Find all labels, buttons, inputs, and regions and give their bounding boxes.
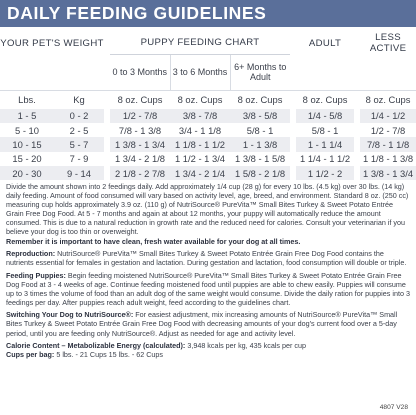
page-title: DAILY FEEDING GUIDELINES	[7, 3, 267, 23]
instructions-body	[6, 182, 410, 363]
unit-cups: 8 oz. Cups	[230, 90, 290, 109]
water-reminder: Remember it is important to have clean, fresh water available for your dog at all times.	[6, 236, 301, 246]
cell-kg: 2 - 5	[69, 124, 89, 136]
cups-line	[6, 350, 410, 359]
table-row	[0, 123, 416, 137]
cell-cups: 1/4 - 5/8	[296, 109, 354, 123]
cell-cups: 1 3/8 - 1 5/8	[235, 153, 286, 165]
cups-label: Cups per bag:	[6, 350, 55, 360]
cell-cups: 1/2 - 7/8	[370, 124, 406, 136]
cell-cups: 1 - 1 1/4	[296, 137, 354, 151]
intro-text: Divide the amount shown into 2 feedings daily. Add approximately 1/4 cup (28 g) for every 10 lbs. (4.5 kg) over 30 lbs. (14 kg) daily feeding. Amount of food consumed will vary based on activity level, age, breed, and environment. Standard 8 oz. (250 cc) measuring cup holds approximately 3.9 oz. (110 g) of NutriSource® PureVita™ Small Bites Turkey & Sweet Potato Entrée Grain Free Dog Food. At 5 - 7 months and again at about 12 months, your puppy will automatically reduce the amount consumed. This is due to a natural reduction in growth rate and the reduced need for calories. Consult your veterinarian if you believe your dog is too thin or overweight.	[6, 182, 409, 237]
cell-lbs: 1 - 5	[0, 109, 54, 123]
cell-cups: 1/2 - 7/8	[110, 109, 170, 123]
calorie-value: 3,948 kcals per kg, 435 kcals per cup	[187, 341, 306, 351]
table-row	[0, 166, 416, 180]
reproduction-text: NutriSource® PureVita™ Small Bites Turkey & Sweet Potato Entrée Grain Free Dog Food contains the nutrients essential for females in gestation and lactation. During gestation and lactation, food consumption will double or triple.	[6, 249, 407, 268]
table-row	[0, 152, 416, 166]
feeding-table	[0, 32, 416, 180]
weight-header: YOUR PET'S WEIGHT	[0, 37, 104, 49]
cell-cups: 1 3/4 - 2 1/4	[170, 166, 230, 180]
cell-cups: 7/8 - 1 3/8	[118, 124, 162, 136]
unit-cups: 8 oz. Cups	[110, 90, 170, 109]
unit-cups: 8 oz. Cups	[170, 90, 230, 109]
cell-cups: 1 - 1 3/8	[230, 137, 290, 151]
unit-cups: 8 oz. Cups	[296, 90, 354, 109]
reproduction-paragraph	[6, 249, 410, 267]
puppies-label: Feeding Puppies:	[6, 270, 66, 280]
cell-cups: 1 3/8 - 1 3/4	[110, 137, 170, 151]
cell-kg: 7 - 9	[69, 153, 89, 165]
age-0-3-header: 0 to 3 Months	[112, 67, 168, 77]
page-banner	[0, 0, 416, 27]
cell-kg: 0 - 2	[54, 109, 104, 123]
cell-lbs: 20 - 30	[0, 166, 54, 180]
intro-paragraph	[6, 182, 410, 246]
cell-cups: 3/8 - 5/8	[230, 109, 290, 123]
cell-cups: 1 1/4 - 1 1/2	[300, 153, 351, 165]
age-6-adult-header: 6+ Months to Adult	[230, 54, 290, 90]
cell-cups: 1 1/8 - 1 3/8	[363, 153, 414, 165]
reproduction-label: Reproduction:	[6, 249, 56, 259]
table-row	[0, 137, 416, 151]
cell-cups: 1 3/8 - 1 3/4	[360, 166, 416, 180]
puppy-header: PUPPY FEEDING CHART	[110, 32, 290, 54]
cups-value: 5 lbs. - 21 Cups 15 lbs. - 62 Cups	[56, 350, 163, 360]
cell-cups: 7/8 - 1 1/8	[360, 137, 416, 151]
cell-kg: 5 - 7	[54, 137, 104, 151]
puppies-text: Begin feeding moistened NutriSource® PureVita™ Small Bites Turkey & Sweet Potato Entrée Grain Free Dog Food at 3 - 4 weeks of age. Continue feeding moistened food until puppies are able to chew easily. Puppies will consume up to 3 times the volume of food than an adult dog of the same weight would consume. Divide the daily ration for puppies into 3 feedings per day. After puppies reach adult weight, feed according to the guidelines chart.	[6, 270, 410, 307]
cell-lbs: 15 - 20	[12, 153, 42, 165]
cell-cups: 1 5/8 - 2 1/8	[230, 166, 290, 180]
cell-cups: 1 1/2 - 1 3/4	[174, 153, 226, 165]
less-active-header: LESS ACTIVE	[369, 32, 407, 54]
cell-cups: 1 1/2 - 2	[296, 166, 354, 180]
cell-cups: 1 1/8 - 1 1/2	[170, 137, 230, 151]
unit-lbs: Lbs.	[0, 90, 54, 109]
unit-kg: Kg	[54, 90, 104, 109]
cell-cups: 1 3/4 - 2 1/8	[114, 153, 166, 165]
unit-cups: 8 oz. Cups	[360, 90, 416, 109]
cell-cups: 3/8 - 7/8	[170, 109, 230, 123]
switching-label: Switching Your Dog to NutriSource®:	[6, 310, 134, 320]
product-code: 4807 V28	[379, 404, 408, 411]
adult-header: ADULT	[308, 37, 342, 49]
puppies-paragraph	[6, 271, 410, 307]
cell-cups: 2 1/8 - 2 7/8	[110, 166, 170, 180]
switching-paragraph	[6, 310, 410, 337]
cell-cups: 1/4 - 1/2	[360, 109, 416, 123]
cell-cups: 3/4 - 1 1/8	[178, 124, 222, 136]
cell-lbs: 5 - 10	[15, 124, 39, 136]
calorie-line	[6, 341, 410, 350]
calorie-label: Calorie Content – Metabolizable Energy (calculated):	[6, 341, 186, 351]
table-row	[0, 109, 416, 123]
cell-lbs: 10 - 15	[0, 137, 54, 151]
cell-cups: 5/8 - 1	[311, 124, 339, 136]
cell-cups: 5/8 - 1	[246, 124, 274, 136]
switching-text: For easiest adjustment, mix increasing amounts of NutriSource® PureVita™ Small Bites Turkey & Sweet Potato Entrée Grain Free Dog Food with decreasing amounts of your dog's current food over a 5-day period, until you are feeding only NutriSource®. Adjust as needed for age and activity level.	[6, 310, 398, 338]
cell-kg: 9 - 14	[54, 166, 104, 180]
age-3-6-header: 3 to 6 Months	[170, 54, 230, 90]
